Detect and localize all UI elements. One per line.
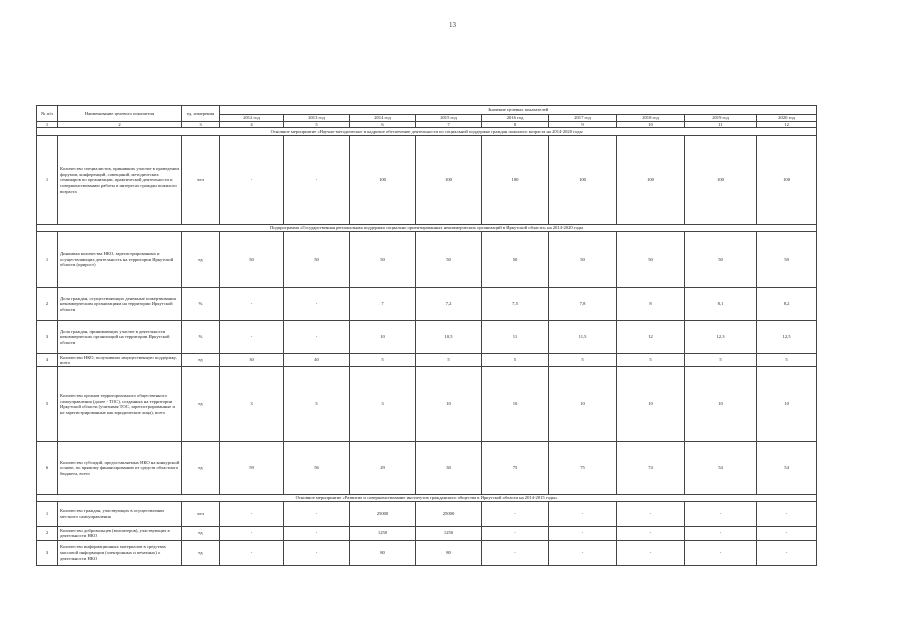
indicator-name: Количество субсидий, предоставляемых НКО на конкурсной основе, по прямому финансированию из средств областного бюджета, всего	[58, 442, 182, 495]
indicator-value: 100	[416, 136, 482, 225]
indicator-value: 54	[685, 442, 757, 495]
indicator-value: -	[220, 321, 284, 354]
indicator-value: -	[685, 526, 757, 540]
indicator-value: -	[220, 540, 284, 565]
indicator-value: -	[284, 288, 350, 321]
indicator-value: -	[685, 540, 757, 565]
indicator-value: 50	[416, 232, 482, 288]
indicator-value: -	[549, 540, 617, 565]
indicator-value: 7,2	[416, 288, 482, 321]
indicator-name: Доля граждан, осуществляющих денежные пожертвования некоммерческим организациям на территории Иркутской области	[58, 288, 182, 321]
indicator-value: 1250	[350, 526, 416, 540]
row-number: 6	[37, 442, 58, 495]
header-column-number: 7	[416, 121, 482, 128]
indicator-unit: ед	[182, 354, 220, 367]
row-number: 5	[37, 367, 58, 442]
header-name: Наименование целевого показателя	[58, 106, 182, 122]
row-number: 1	[37, 136, 58, 225]
indicator-value: 11	[482, 321, 549, 354]
indicator-value: 50	[685, 232, 757, 288]
indicator-value: 3	[350, 367, 416, 442]
table-row	[37, 288, 817, 321]
indicator-unit: чел	[182, 501, 220, 526]
row-number: 4	[37, 354, 58, 367]
header-column-number: 10	[617, 121, 685, 128]
indicator-value: 8,1	[685, 288, 757, 321]
header-column-number: 12	[757, 121, 817, 128]
section-title-row	[37, 495, 817, 502]
indicators-body	[37, 128, 817, 566]
indicator-value: -	[482, 526, 549, 540]
indicator-value: 50	[549, 232, 617, 288]
indicator-unit: ед	[182, 232, 220, 288]
indicator-value: -	[757, 526, 817, 540]
indicator-value: 5	[284, 367, 350, 442]
section-title: Основное мероприятие «Развитие и совершенствование институтов гражданского общества в Иркутской области на 2014-2015 годы»	[37, 495, 817, 502]
indicator-value: -	[220, 501, 284, 526]
indicator-value: -	[617, 540, 685, 565]
indicator-value: 1250	[416, 526, 482, 540]
indicator-name: Динамика количества НКО, зарегистрированных и осуществляющих деятельность на территории Иркутской области (прирост)	[58, 232, 182, 288]
header-column-number: 1	[37, 121, 58, 128]
indicator-value: -	[284, 501, 350, 526]
indicator-value: 3	[220, 367, 284, 442]
indicator-value: 29	[350, 442, 416, 495]
section-title: Подпрограмма «Государственная региональная поддержка социально ориентированных некоммерческих организаций в Иркутской области» на 2014-2020 годы	[37, 225, 817, 232]
indicator-value: 5	[685, 354, 757, 367]
indicator-value: 12	[617, 321, 685, 354]
indicator-value: 50	[617, 232, 685, 288]
indicator-value: -	[220, 136, 284, 225]
indicator-value: 40	[284, 354, 350, 367]
indicator-value: 5	[757, 354, 817, 367]
indicator-value: 10,5	[416, 321, 482, 354]
row-number: 1	[37, 232, 58, 288]
header-column-number: 11	[685, 121, 757, 128]
indicator-value: -	[284, 526, 350, 540]
indicator-value: 7,8	[549, 288, 617, 321]
table-row	[37, 321, 817, 354]
row-number: 1	[37, 501, 58, 526]
indicator-value: 50	[284, 232, 350, 288]
indicator-value: -	[757, 501, 817, 526]
indicator-value: 5	[482, 354, 549, 367]
header-column-numbers-row	[37, 121, 817, 128]
indicator-value: 7,5	[482, 288, 549, 321]
section-title: Основное мероприятие «Научно-методическое и кадровое обеспечение деятельности по социальной поддержке граждан пожилого возраста на 2014-2020 годы	[37, 128, 817, 136]
indicator-value: 54	[757, 442, 817, 495]
indicator-value: 100	[617, 136, 685, 225]
indicator-unit: %	[182, 321, 220, 354]
indicator-value: 5	[617, 354, 685, 367]
indicator-value: 56	[284, 442, 350, 495]
indicator-value: 100	[350, 136, 416, 225]
indicator-value: 30	[416, 442, 482, 495]
indicator-value: -	[284, 540, 350, 565]
indicator-value: 25000	[416, 501, 482, 526]
row-number: 3	[37, 540, 58, 565]
indicators-sheet	[36, 105, 817, 566]
header-year: 2017 год	[549, 115, 617, 122]
indicator-unit: ед	[182, 540, 220, 565]
indicator-name: Количество граждан, участвующих в осуществлении местного самоуправления	[58, 501, 182, 526]
indicator-value: 100	[757, 136, 817, 225]
header-column-number: 8	[482, 121, 549, 128]
table-row	[37, 232, 817, 288]
page-number: 13	[449, 21, 456, 29]
header-column-number: 9	[549, 121, 617, 128]
header-year: 2019 год	[685, 115, 757, 122]
indicator-value: 100	[549, 136, 617, 225]
row-number: 2	[37, 526, 58, 540]
header-year: 2015 год	[416, 115, 482, 122]
indicator-value: -	[549, 501, 617, 526]
indicator-value: -	[617, 526, 685, 540]
header-column-number: 2	[58, 121, 182, 128]
header-column-number: 4	[220, 121, 284, 128]
indicator-value: 8,2	[757, 288, 817, 321]
indicator-unit: %	[182, 288, 220, 321]
indicator-value: -	[220, 288, 284, 321]
header-column-number: 6	[350, 121, 416, 128]
indicator-value: -	[482, 501, 549, 526]
header-row-top	[37, 106, 817, 115]
indicator-value: 10	[685, 367, 757, 442]
section-title-row	[37, 128, 817, 136]
indicator-value: -	[482, 540, 549, 565]
indicator-value: 10	[416, 367, 482, 442]
indicator-value: 100	[482, 136, 549, 225]
table-row	[37, 354, 817, 367]
indicator-value: 10	[757, 367, 817, 442]
indicator-value: 75	[482, 442, 549, 495]
indicator-value: 12,5	[757, 321, 817, 354]
indicator-value: -	[220, 526, 284, 540]
header-year: 2020 год	[757, 115, 817, 122]
indicator-name: Количество специалистов, принявших участие в проведении форумов, конференций, совещаний, методических семинаров по организации, практической деятельности и совершенствованию работы в интересах граждан пожилого возраста	[58, 136, 182, 225]
indicator-value: 5	[549, 354, 617, 367]
table-row	[37, 136, 817, 225]
indicator-value: 8	[617, 288, 685, 321]
row-number: 2	[37, 288, 58, 321]
indicator-value: 12,3	[685, 321, 757, 354]
indicator-value: 10	[549, 367, 617, 442]
indicator-name: Количество добровольцев (волонтеров), участвующих в деятельности НКО	[58, 526, 182, 540]
indicator-value: 50	[220, 232, 284, 288]
header-column-number: 5	[284, 121, 350, 128]
indicator-name: Количество органов территориального общественного самоуправления (далее - ТОС), созданных на территории Иркутской области (учитывая ТОС, зарегистрированные и не зарегистрированные как юридические лица), всего	[58, 367, 182, 442]
table-row	[37, 540, 817, 565]
header-num: № п/п	[37, 106, 58, 122]
header-column-number: 3	[182, 121, 220, 128]
indicator-value: 50	[482, 232, 549, 288]
indicator-unit: ед	[182, 442, 220, 495]
table-row	[37, 367, 817, 442]
indicator-value: 74	[617, 442, 685, 495]
indicator-value: 50	[350, 232, 416, 288]
header-year: 2018 год	[617, 115, 685, 122]
indicators-table	[36, 105, 817, 566]
indicator-value: 80	[416, 540, 482, 565]
indicator-value: 50	[757, 232, 817, 288]
indicator-value: -	[757, 540, 817, 565]
indicator-value: 75	[549, 442, 617, 495]
indicator-value: -	[549, 526, 617, 540]
indicator-value: 10	[350, 321, 416, 354]
indicator-value: -	[284, 136, 350, 225]
header-year: 2014 год	[350, 115, 416, 122]
section-title-row	[37, 225, 817, 232]
table-row	[37, 501, 817, 526]
indicator-value: 10	[617, 367, 685, 442]
header-year: 2013 год	[284, 115, 350, 122]
header-unit: ед. измерения	[182, 106, 220, 122]
indicator-value: 10	[482, 367, 549, 442]
header-year: 2012 год	[220, 115, 284, 122]
header-values-title: Значение целевых показателей	[220, 106, 817, 115]
indicator-name: Количество информационных материалов в средствах массовой информации (электронных и печатных) о деятельности НКО	[58, 540, 182, 565]
table-row	[37, 442, 817, 495]
indicator-unit: чел	[182, 136, 220, 225]
indicator-value: -	[284, 321, 350, 354]
indicator-value: 5	[416, 354, 482, 367]
indicator-name: Количество НКО, получивших имущественную поддержку, всего	[58, 354, 182, 367]
table-row	[37, 526, 817, 540]
indicator-value: 5	[350, 354, 416, 367]
indicator-name: Доля граждан, принимающих участие в деятельности некоммерческих организаций на территории Иркутской области	[58, 321, 182, 354]
row-number: 3	[37, 321, 58, 354]
indicator-unit: ед	[182, 367, 220, 442]
indicator-value: -	[685, 501, 757, 526]
indicator-value: 25000	[350, 501, 416, 526]
header-year: 2016 год	[482, 115, 549, 122]
indicator-value: 30	[220, 354, 284, 367]
indicator-value: 7	[350, 288, 416, 321]
indicator-value: 100	[685, 136, 757, 225]
indicator-value: 59	[220, 442, 284, 495]
indicator-unit: ед	[182, 526, 220, 540]
indicator-value: 11,5	[549, 321, 617, 354]
indicator-value: -	[617, 501, 685, 526]
indicator-value: 80	[350, 540, 416, 565]
